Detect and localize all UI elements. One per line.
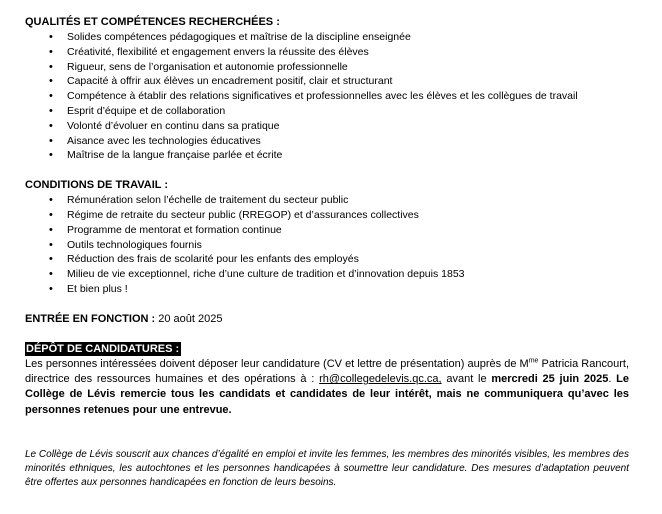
entree-en-fonction — [25, 312, 637, 327]
list-item: • Outils technologiques fournis — [25, 238, 637, 253]
depot-text-part: . — [608, 373, 617, 386]
equity-statement: Le Collège de Lévis souscrit aux chances d’égalité en emploi et invite les femmes, les membres des minorités visibles, les membres des minorités ethniques, les autochtones et les personnes handicapées à soumettre leur candidature. Des mesures d’adaptation peuvent être offertes aux personnes handicapées en fonction de leurs besoins. — [25, 448, 629, 489]
depot-section — [25, 339, 637, 418]
qualites-heading: QUALITÉS ET COMPÉTENCES RECHERCHÉES : — [25, 16, 280, 28]
job-posting-document — [25, 15, 637, 491]
list-item: • Rémunération selon l’échelle de traitement du secteur public — [25, 193, 637, 208]
list-item: • Réduction des frais de scolarité pour les enfants des employés — [25, 252, 637, 267]
deadline: mercredi 25 juin 2025 — [491, 373, 609, 386]
depot-paragraph — [25, 357, 629, 418]
depot-text-part: Les personnes intéressées doivent déposer leur candidature (CV et lettre de présentation) auprès de M — [25, 357, 529, 370]
depot-text-part: avant le — [441, 373, 492, 386]
list-item: • Rigueur, sens de l’organisation et autonomie professionnelle — [25, 60, 637, 75]
conditions-list — [25, 193, 637, 297]
list-item: • Maîtrise de la langue française parlée et écrite — [25, 148, 637, 163]
list-item: • Compétence à établir des relations significatives et professionnelles avec les élèves et les collègues de travail — [25, 89, 637, 104]
list-item: • Créativité, flexibilité et engagement envers la réussite des élèves — [25, 45, 637, 60]
entree-date: 20 août 2025 — [155, 312, 223, 325]
depot-superscript: me — [528, 357, 539, 365]
list-item: • Programme de mentorat et formation continue — [25, 223, 637, 238]
conditions-heading: CONDITIONS DE TRAVAIL : — [25, 179, 168, 192]
list-item: • Solides compétences pédagogiques et maîtrise de la discipline enseignée — [25, 30, 637, 45]
entree-label: ENTRÉE EN FONCTION : — [25, 312, 156, 325]
list-item: • Capacité à offrir aux élèves un encadrement positif, clair et structurant — [25, 74, 637, 89]
depot-text-part: Patricia Rancourt, directrice des ressources humaines et des opérations à : — [25, 357, 630, 386]
thanks-text: Le Collège de Lévis remercie tous les candidats et candidates de leur intérêt, mais ne communiquera qu’avec les personnes retenues pour une entrevue. — [25, 373, 629, 416]
list-item: • Et bien plus ! — [25, 282, 637, 297]
depot-heading: DÉPÔT DE CANDIDATURES : — [26, 342, 180, 355]
list-item: • Volonté d’évoluer en continu dans sa pratique — [25, 119, 637, 134]
qualites-list — [25, 30, 637, 163]
list-item: • Régime de retraite du secteur public (RREGOP) et d’assurances collectives — [25, 208, 637, 223]
list-item: • Milieu de vie exceptionnel, riche d’une culture de tradition et d’innovation depuis 1853 — [25, 267, 637, 282]
list-item: • Esprit d’équipe et de collaboration — [25, 104, 637, 119]
email-link[interactable]: rh@collegedelevis.qc.ca, — [319, 373, 442, 386]
list-item: • Aisance avec les technologies éducatives — [25, 134, 637, 149]
